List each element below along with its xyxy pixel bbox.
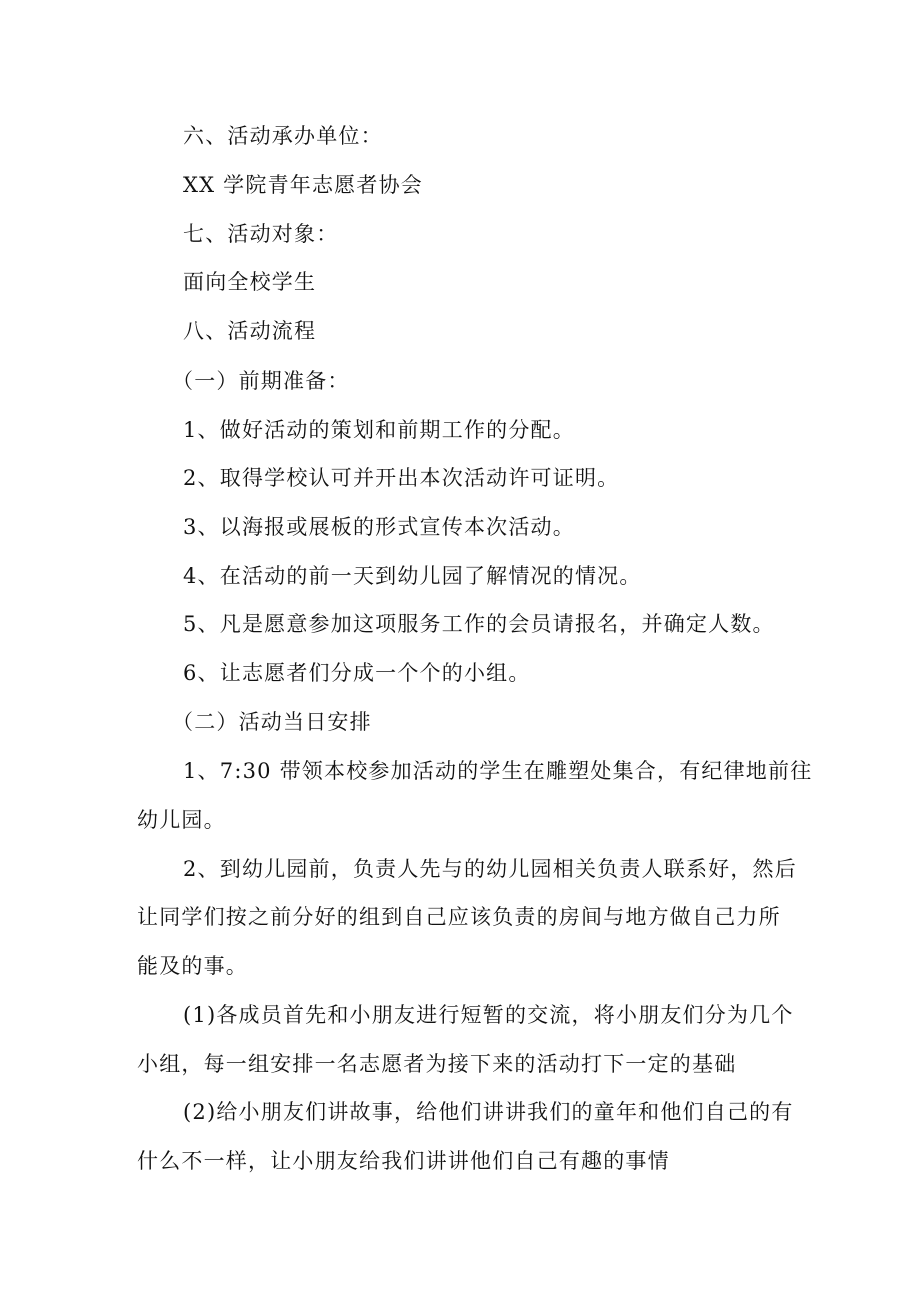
prep-item-5: 5、凡是愿意参加这项服务工作的会员请报名，并确定人数。 xyxy=(183,612,775,636)
prep-item-2: 2、取得学校认可并开出本次活动许可证明。 xyxy=(183,466,620,490)
activity-1-line-1: (1)各成员首先和小朋友进行短暂的交流，将小朋友们分为几个 xyxy=(183,1003,794,1027)
schedule-item-2-line-2: 让同学们按之前分好的组到自己应该负责的房间与地方做自己力所 xyxy=(137,905,781,929)
activity-2-line-2: 什么不一样，让小朋友给我们讲讲他们自己有趣的事情 xyxy=(137,1149,670,1173)
schedule-item-2-line-3: 能及的事。 xyxy=(137,954,248,978)
target-text: 面向全校学生 xyxy=(183,270,317,294)
schedule-item-1-line-2: 幼儿园。 xyxy=(137,808,226,832)
section-heading-process: 八、活动流程 xyxy=(183,319,317,343)
schedule-item-1-line-1: 1、7:30 带领本校参加活动的学生在雕塑处集合，有纪律地前往 xyxy=(183,759,813,783)
prep-item-1: 1、做好活动的策划和前期工作的分配。 xyxy=(183,418,575,442)
section-heading-target: 七、活动对象： xyxy=(183,222,339,246)
activity-1-line-2: 小组，每一组安排一名志愿者为接下来的活动打下一定的基础 xyxy=(137,1052,737,1076)
prep-item-3: 3、以海报或展板的形式宣传本次活动。 xyxy=(183,515,575,539)
activity-2-line-1: (2)给小朋友们讲故事，给他们讲讲我们的童年和他们自己的有 xyxy=(183,1100,794,1124)
prep-item-6: 6、让志愿者们分成一个个的小组。 xyxy=(183,661,531,685)
schedule-item-2-line-1: 2、到幼儿园前，负责人先与的幼儿园相关负责人联系好，然后 xyxy=(183,857,797,881)
section-heading-organizer: 六、活动承办单位： xyxy=(183,124,383,148)
prep-item-4: 4、在活动的前一天到幼儿园了解情况的情况。 xyxy=(183,564,642,588)
subheading-day-schedule: （二）活动当日安排 xyxy=(172,710,372,734)
organizer-text: XX 学院青年志愿者协会 xyxy=(183,173,423,197)
subheading-preparation: （一）前期准备： xyxy=(172,369,350,393)
